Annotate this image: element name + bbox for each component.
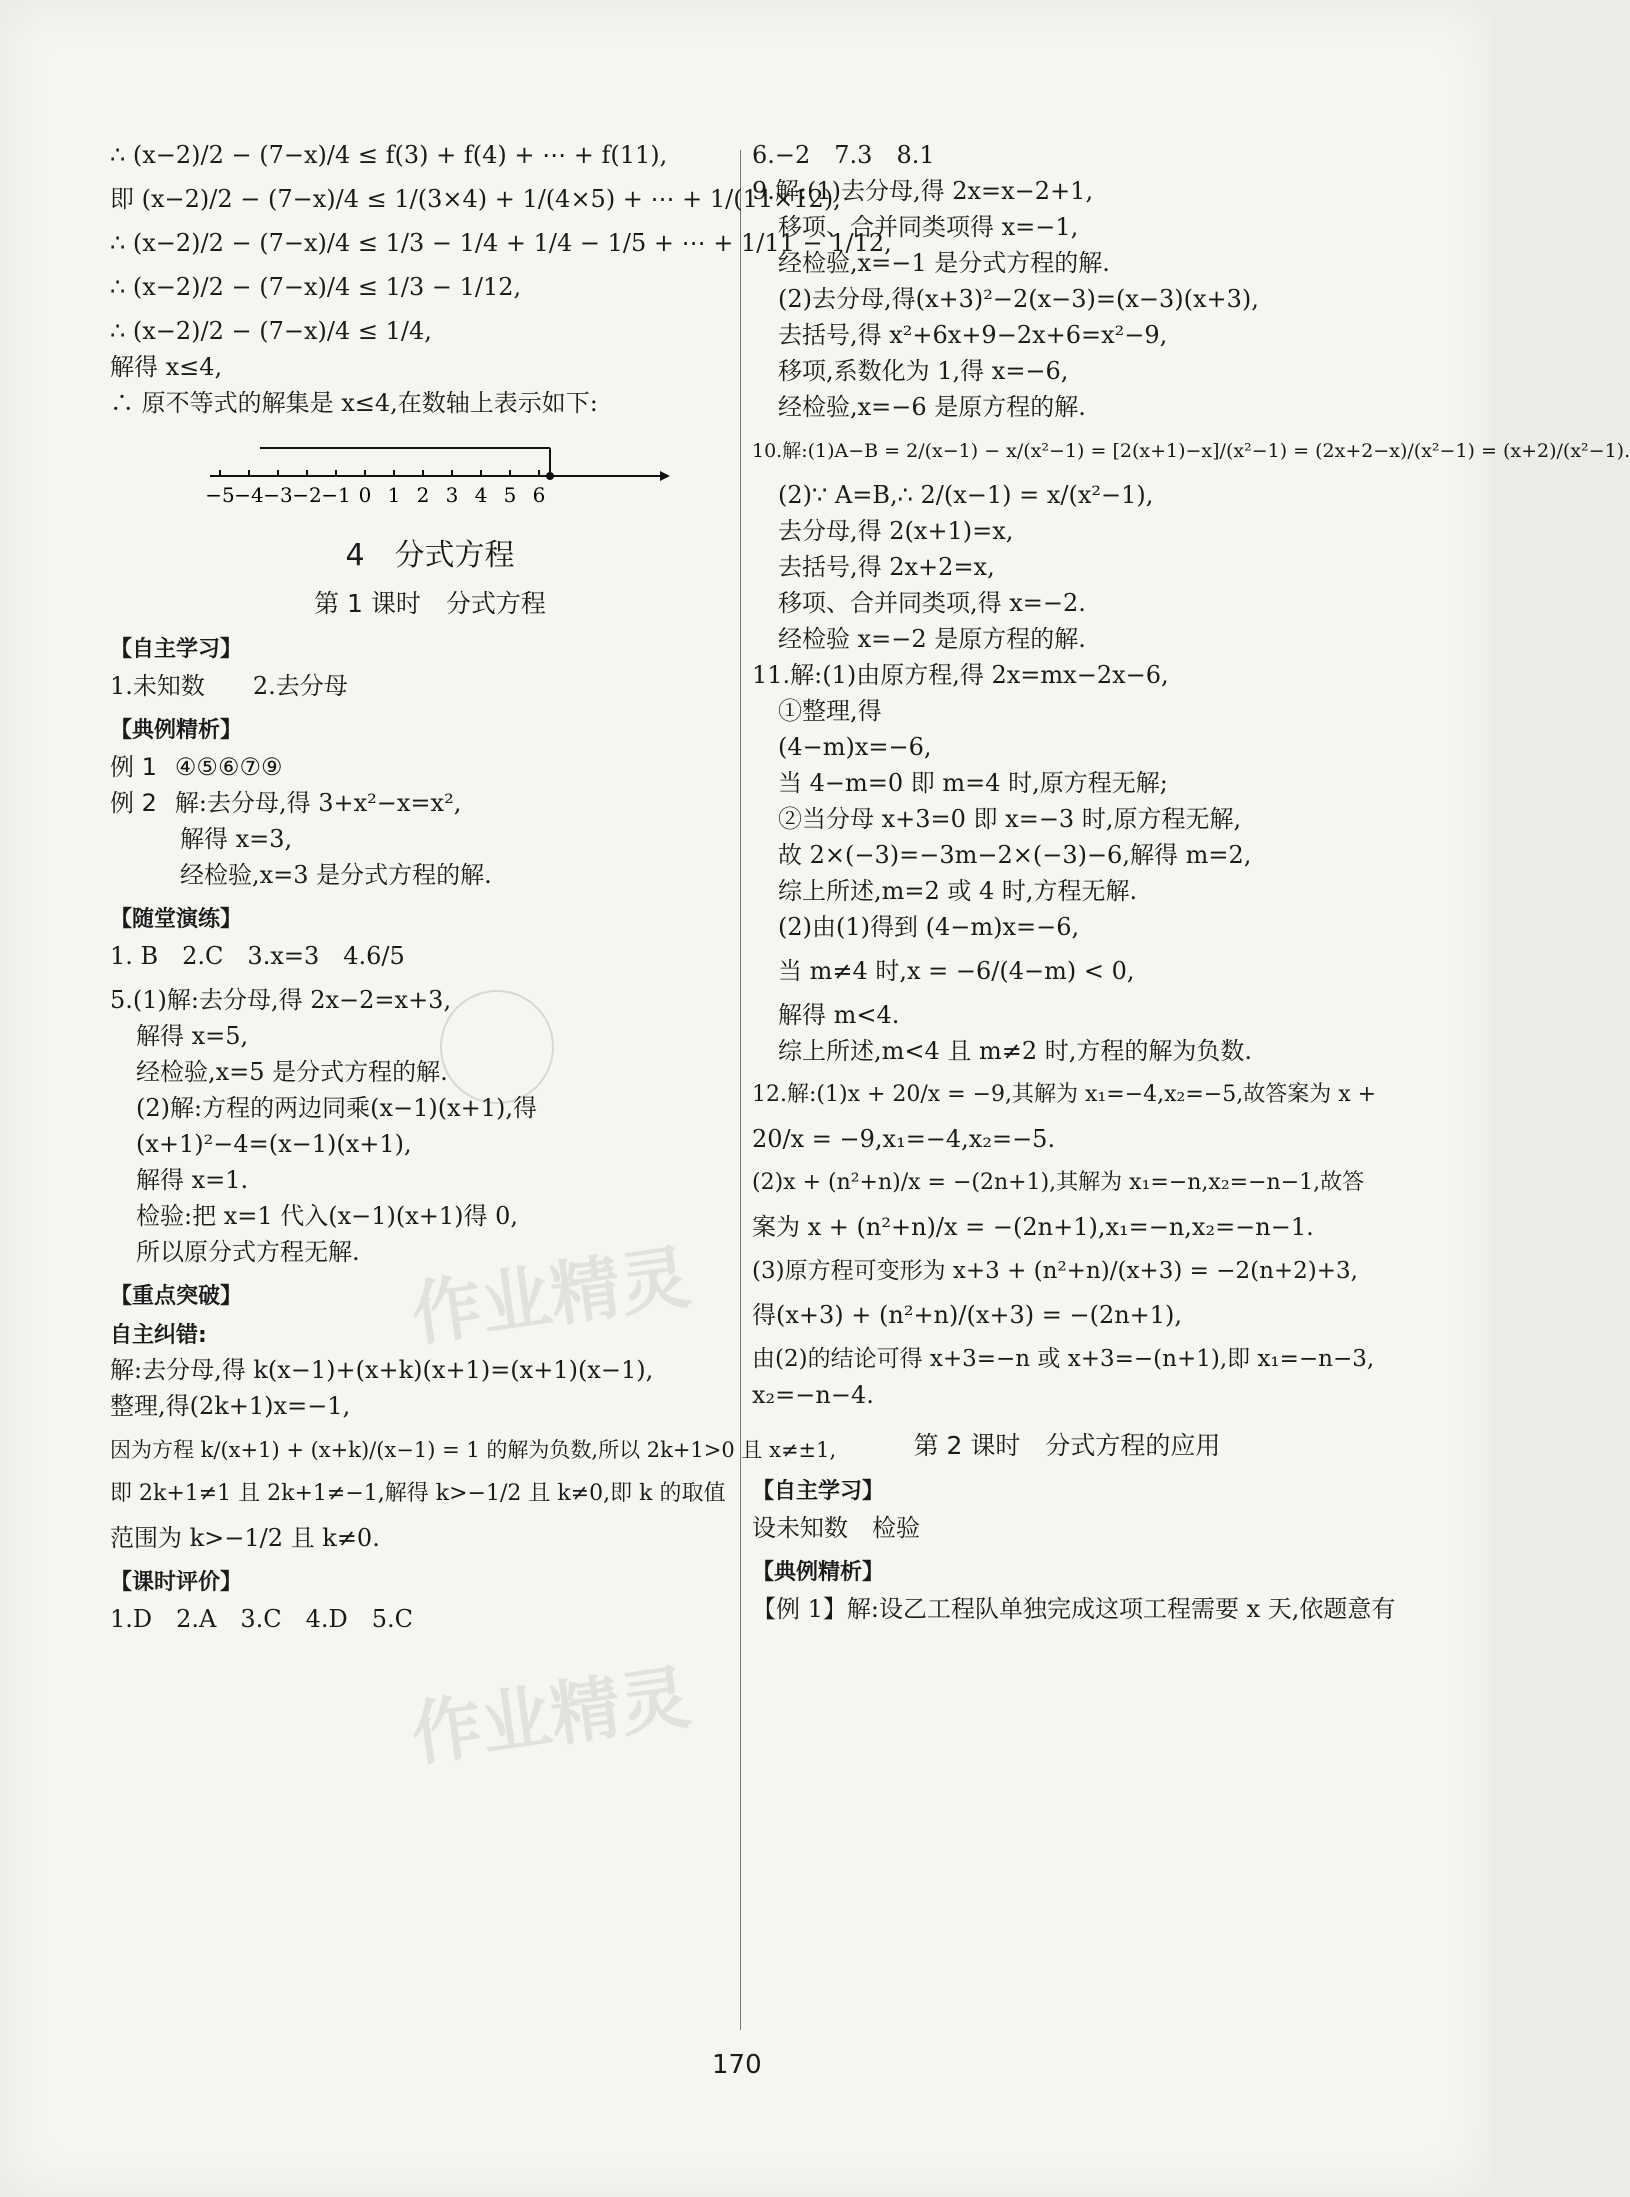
example-line: 【例 1】解:设乙工程队单独完成这项工程需要 x 天,依题意有 — [752, 1595, 1396, 1623]
answer-line: 1.D 2.A 3.C 4.D 5.C — [110, 1605, 414, 1633]
solution-line: x₂=−n−4. — [752, 1381, 874, 1409]
solution-line: 经检验 x=−2 是原方程的解. — [778, 625, 1086, 653]
example-line: 解:去分母,得 3+x²−x=x², — [174, 789, 462, 817]
solution-line: 整理,得(2k+1)x=−1, — [110, 1392, 351, 1420]
solution-line: (3)原方程可变形为 x+3 + (n²+n)/(x+3) = −2(n+2)+3, — [752, 1258, 1358, 1284]
solution-line: 10.解:(1)A−B = 2/(x−1) − x/(x²−1) = [2(x+1)−x]/(x²−1) = (2x+2−x)/(x²−1) = (x+2)/(x²−1). — [752, 440, 1630, 462]
solution-line: 去括号,得 2x+2=x, — [778, 553, 995, 581]
solution-line: 经检验,x=−6 是原方程的解. — [778, 393, 1086, 421]
solution-line: 11.解:(1)由原方程,得 2x=mx−2x−6, — [752, 661, 1169, 689]
solution-line: 综上所述,m=2 或 4 时,方程无解. — [778, 877, 1138, 905]
tick-label: 1 — [387, 483, 401, 507]
answer-line: 6.−2 7.3 8.1 — [752, 141, 935, 169]
solution-line: (2)去分母,得(x+3)²−2(x−3)=(x−3)(x+3), — [778, 285, 1259, 313]
solution-line: 去括号,得 x²+6x+9−2x+6=x²−9, — [778, 321, 1168, 349]
tick-label: 3 — [445, 483, 459, 507]
solution-line: 20/x = −9,x₁=−4,x₂=−5. — [752, 1125, 1056, 1153]
solution-line: (4−m)x=−6, — [778, 733, 932, 761]
heading-dianli: 【典例精析】 — [110, 718, 243, 743]
tick-label: −4 — [234, 483, 264, 507]
derivation-line: ∴ (x−2)/2 − (7−x)/4 ≤ 1/3 − 1/12, — [110, 273, 522, 301]
lesson-title: 第 2 课时 分式方程的应用 — [913, 1431, 1221, 1460]
solution-line: 经检验,x=5 是分式方程的解. — [136, 1058, 448, 1086]
arrow-icon — [660, 471, 670, 481]
derivation-line: ∴ (x−2)/2 − (7−x)/4 ≤ 1/3 − 1/4 + 1/4 − 1/5 + ⋯ + 1/11 − 1/12, — [110, 229, 892, 257]
answer-line: 设未知数 检验 — [752, 1514, 920, 1542]
tick-label: −1 — [321, 483, 351, 507]
heading-zhongdian: 【重点突破】 — [110, 1284, 243, 1309]
example-line: 解得 x=3, — [180, 825, 293, 853]
tick-label: 6 — [532, 483, 546, 507]
section-title: 4 分式方程 — [345, 538, 515, 573]
solution-line: ①整理,得 — [778, 697, 882, 725]
heading-zizhu: 【自主学习】 — [752, 1479, 885, 1504]
solution-line: 因为方程 k/(x+1) + (x+k)/(x−1) = 1 的解为负数,所以 2k+1>0 且 x≠±1, — [110, 1438, 837, 1462]
solution-line: ②当分母 x+3=0 即 x=−3 时,原方程无解, — [778, 805, 1242, 833]
solution-line: 移项,系数化为 1,得 x=−6, — [778, 357, 1069, 385]
solution-line: 经检验,x=−1 是分式方程的解. — [778, 249, 1110, 277]
derivation-line: 即 (x−2)/2 − (7−x)/4 ≤ 1/(3×4) + 1/(4×5) + ⋯ + 1/(11×12), — [110, 185, 841, 213]
solution-line: 案为 x + (n²+n)/x = −(2n+1),x₁=−n,x₂=−n−1. — [752, 1213, 1314, 1241]
heading-suitang: 【随堂演练】 — [110, 907, 243, 932]
example-label: 例 2 — [110, 789, 157, 817]
solution-line: (2)∵ A=B,∴ 2/(x−1) = x/(x²−1), — [778, 481, 1154, 509]
number-line — [205, 436, 750, 520]
derivation-line: ∴ (x−2)/2 − (7−x)/4 ≤ f(3) + f(4) + ⋯ + f(11), — [110, 141, 668, 169]
example-label: 例 1 — [110, 753, 157, 781]
tick-label: −3 — [263, 483, 293, 507]
tick-label: 0 — [358, 483, 372, 507]
watermark: 作业精灵 — [406, 1235, 696, 1357]
example-answer: ④⑤⑥⑦⑨ — [174, 753, 283, 781]
number-line-svg — [205, 436, 670, 516]
solution-line: 由(2)的结论可得 x+3=−n 或 x+3=−(n+1),即 x₁=−n−3, — [752, 1346, 1375, 1372]
solution-line: 得(x+3) + (n²+n)/(x+3) = −(2n+1), — [752, 1301, 1183, 1329]
solution-line: (2)x + (n²+n)/x = −(2n+1),其解为 x₁=−n,x₂=−n−1,故答 — [752, 1170, 1365, 1195]
solution-line: 去分母,得 2(x+1)=x, — [778, 517, 1014, 545]
solution-line: 检验:把 x=1 代入(x−1)(x+1)得 0, — [136, 1202, 519, 1230]
heading-keshi: 【课时评价】 — [110, 1570, 243, 1595]
example-line: 经检验,x=3 是分式方程的解. — [180, 861, 492, 889]
solution-line: 解得 x=1. — [136, 1166, 249, 1194]
solution-point — [546, 472, 554, 480]
solution-line: (2)由(1)得到 (4−m)x=−6, — [778, 913, 1080, 941]
tick-label: 2 — [416, 483, 430, 507]
solution-line: 解得 m<4. — [778, 1001, 900, 1029]
solution-line: (2)解:方程的两边同乘(x−1)(x+1),得 — [136, 1094, 537, 1122]
solution-line: 5.(1)解:去分母,得 2x−2=x+3, — [110, 986, 452, 1014]
derivation-line: ∴ 原不等式的解集是 x≤4,在数轴上表示如下: — [110, 389, 598, 417]
solution-line: 即 2k+1≠1 且 2k+1≠−1,解得 k>−1/2 且 k≠0,即 k 的取值 — [110, 1481, 726, 1506]
tick-label: 5 — [503, 483, 517, 507]
right-column — [752, 140, 1630, 1624]
tick-label: −2 — [292, 483, 322, 507]
solution-line: 9.解:(1)去分母,得 2x=x−2+1, — [752, 177, 1094, 205]
watermark: 作业精灵 — [406, 1655, 696, 1777]
solution-line: 移项、合并同类项,得 x=−2. — [778, 589, 1086, 617]
solution-line: 故 2×(−3)=−3m−2×(−3)−6,解得 m=2, — [778, 841, 1252, 869]
solution-line: 范围为 k>−1/2 且 k≠0. — [110, 1524, 380, 1552]
solution-line: 当 m≠4 时,x = −6/(4−m) < 0, — [778, 957, 1135, 985]
answer-line: 1.未知数 2.去分母 — [110, 672, 348, 700]
answer-line: 1. B 2.C 3.x=3 4.6/5 — [110, 942, 405, 970]
solution-line: 12.解:(1)x + 20/x = −9,其解为 x₁=−4,x₂=−5,故答案为 x + — [752, 1082, 1377, 1107]
sub-heading: 自主纠错: — [110, 1323, 207, 1348]
page-number: 170 — [712, 2050, 762, 2080]
solution-line: 移项、合并同类项得 x=−1, — [778, 213, 1079, 241]
tick-label: 4 — [474, 483, 488, 507]
lesson-title: 第 1 课时 分式方程 — [314, 589, 546, 618]
solution-line: 解得 x=5, — [136, 1022, 249, 1050]
tick-label: −5 — [205, 483, 235, 507]
heading-zizhu: 【自主学习】 — [110, 637, 243, 662]
solution-line: (x+1)²−4=(x−1)(x+1), — [136, 1130, 412, 1158]
solution-line: 所以原分式方程无解. — [136, 1238, 360, 1266]
solution-line: 当 4−m=0 即 m=4 时,原方程无解; — [778, 769, 1168, 797]
solution-line: 综上所述,m<4 且 m≠2 时,方程的解为负数. — [778, 1037, 1253, 1065]
solution-line: 解:去分母,得 k(x−1)+(x+k)(x+1)=(x+1)(x−1), — [110, 1356, 654, 1384]
example-1 — [110, 752, 750, 782]
heading-dianli: 【典例精析】 — [752, 1560, 885, 1585]
derivation-line: ∴ (x−2)/2 − (7−x)/4 ≤ 1/4, — [110, 317, 432, 345]
derivation-line: 解得 x≤4, — [110, 353, 223, 381]
example-2 — [110, 788, 750, 818]
